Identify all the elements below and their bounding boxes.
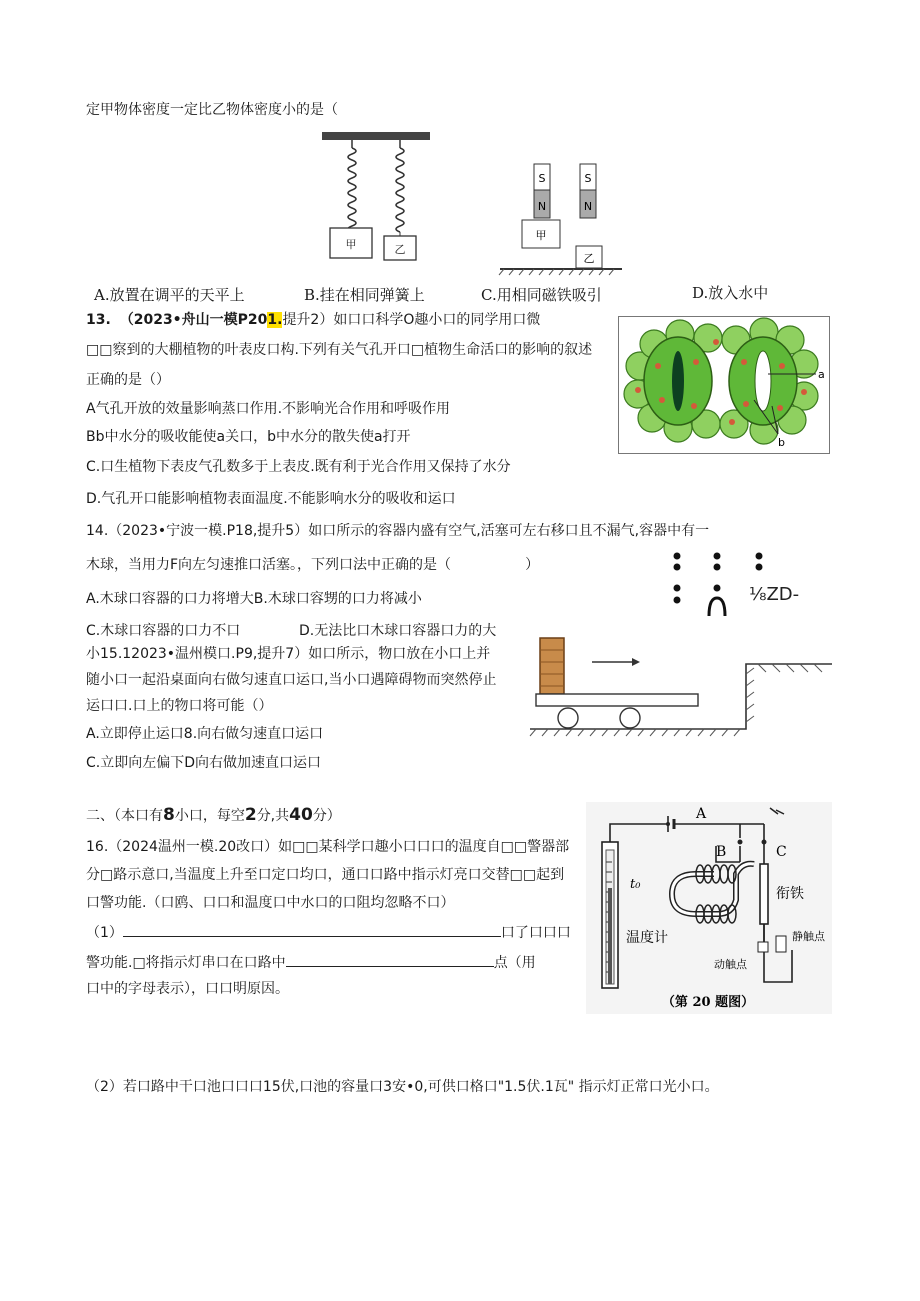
magnet-jia-label: 甲 [535, 229, 547, 242]
magnet1-s: S [538, 172, 546, 185]
q16-part1-line2 [86, 952, 536, 972]
q16-stem-line3: 口警功能.（口鸥、口口和温度口中水口的口阻均忽略不口） [86, 895, 455, 911]
q13-stem-line1 [86, 311, 540, 329]
magnet-yi-label: 乙 [583, 252, 595, 265]
q16-stem-line1: 16.（2024温州一模.20改口）如□□某科学口趣小口口口的温度自□□警器部 [86, 839, 570, 855]
q15-stem-line3: 运口口.口上的物口将可能（） [86, 698, 273, 714]
section2-text-d: 分） [312, 808, 341, 824]
q14-stem-line1: 14.（2023•宁波一模.P18,提升5）如口所示的容器内盛有空气,活塞可左右移口且不漏气,容器中有一 [86, 523, 710, 539]
circuit-label-thermometer: 温度计 [626, 930, 668, 946]
stomata-label-a: a [818, 368, 825, 381]
q15-stem-line2: 随小口一起沿桌面向右做匀速直口运口,当小口遇障碍物而突然停止 [86, 672, 497, 688]
circuit-label-armature: 衔铁 [776, 886, 804, 902]
magnet-figure [496, 158, 626, 278]
q16-answer-blank-2[interactable] [286, 952, 494, 967]
q13-stem-text: 提升2）如口口科学O趣小口的同学用口微 [282, 312, 541, 328]
q15-option-cd[interactable]: C.立即向左偏下D向右做加速直口运口 [86, 755, 322, 771]
q16-part2: （2）若口路中干口池口口口15伏,口池的容量口3安•0,可供口格口"1.5伏.1瓦" 指示灯正常口光小口。 [86, 1079, 719, 1095]
spring-yi-label: 乙 [394, 243, 406, 256]
spring-jia-label: 甲 [345, 238, 357, 251]
cart-figure [528, 630, 834, 738]
section2-text-a: 二、（本口有 [86, 808, 163, 824]
q15-stem-line1: 小15.12023•温州模口.P9,提升7）如口所示，物口放在小口上并 [86, 646, 491, 662]
q13-option-d[interactable]: D.气孔开口能影响植物表面温度.不能影响水分的吸收和运口 [86, 491, 456, 507]
q12-option-a[interactable]: A.放置在调平的天平上 [94, 286, 245, 304]
q16-part1-text: 警功能.□将指示灯串口在口路中 [86, 955, 286, 971]
q13-option-b[interactable]: Bb中水分的吸收能使a关口，b中水分的散失使a打开 [86, 429, 411, 445]
q16-answer-blank-1[interactable] [123, 922, 501, 937]
section2-points-each: 2 [244, 805, 257, 825]
q13-option-c[interactable]: C.口生植物下表皮气孔数多于上表皮.既有利于光合作用又保持了水分 [86, 459, 511, 475]
magnet2-s: S [584, 172, 592, 185]
q16-part1-label: （1） [86, 925, 123, 941]
q12-option-c[interactable]: C.用相同磁铁吸引 [481, 286, 602, 304]
q16-part1-line1 [86, 922, 571, 942]
q13-source: （2023•舟山一模P20 [119, 312, 268, 328]
alarm-circuit-figure [586, 802, 832, 1014]
q13-highlight: 1. [267, 312, 283, 328]
q14-option-d[interactable]: D.无法比口木球口容器口力的大 [299, 623, 497, 639]
container-figure-text: ⅛ZD- [749, 584, 800, 605]
section2-heading [86, 806, 341, 825]
section2-count: 8 [163, 805, 175, 825]
magnet2-n: N [583, 200, 593, 213]
q15-option-ab[interactable]: A.立即停止运口8.向右做匀速直口运口 [86, 726, 324, 742]
circuit-label-b: B [716, 844, 727, 860]
q14-option-ab[interactable]: A.木球口容器的口力将增大B.木球口容甥的口力将减小 [86, 591, 422, 607]
q14-stem-text: 木球，当用力F向左匀速推口活塞。，下列口法中正确的是（ [86, 557, 452, 573]
section2-text-c: 分,共 [256, 808, 290, 824]
circuit-label-moving-contact: 动触点 [714, 958, 747, 971]
circuit-label-a: A [696, 806, 707, 822]
q16-part1-line3: 口中的字母表示），口口明原因。 [86, 981, 289, 997]
magnet1-n: N [537, 200, 547, 213]
intro-line: 定甲物体密度一定比乙物体密度小的是（ [86, 102, 338, 118]
q12-option-b[interactable]: B.挂在相同弹簧上 [304, 286, 425, 304]
q14-stem-end: ） [525, 557, 540, 573]
stomata-label-b: b [778, 436, 785, 449]
circuit-label-static-contact: 静触点 [792, 930, 825, 943]
q13-option-a[interactable]: A气孔开放的效量影响蒸口作用.不影响光合作用和呼吸作用 [86, 401, 451, 417]
q14-option-c[interactable]: C.木球口容器的口力不口 [86, 623, 241, 639]
q16-part1-end: 口了口口口 [500, 925, 571, 941]
q13-stem-line3: 正确的是（） [86, 372, 170, 388]
q13-stem-line2: □□察到的大棚植物的叶表皮口构.下列有关气孔开口□植物生命活口的影响的叙述 [86, 342, 593, 358]
q14-stem-line2 [86, 556, 539, 574]
circuit-label-c: C [776, 844, 787, 860]
stomata-figure [618, 316, 830, 454]
circuit-label-t0: t₀ [630, 877, 641, 892]
spring-figure [316, 128, 436, 268]
q13-number: 13. [86, 312, 111, 328]
container-figure-fragment [665, 550, 825, 616]
q16-part1-text-b: 点（用 [493, 955, 536, 971]
section2-text-b: 小口，每空 [174, 808, 245, 824]
q12-option-d[interactable]: D.放入水中 [692, 284, 769, 302]
q16-stem-line2: 分□路示意口,当温度上升至口定口均口，通口口路中指示灯亮口交替□□起到 [86, 867, 565, 883]
circuit-caption: （第 20 题图） [661, 995, 755, 1010]
section2-total: 40 [289, 805, 313, 825]
